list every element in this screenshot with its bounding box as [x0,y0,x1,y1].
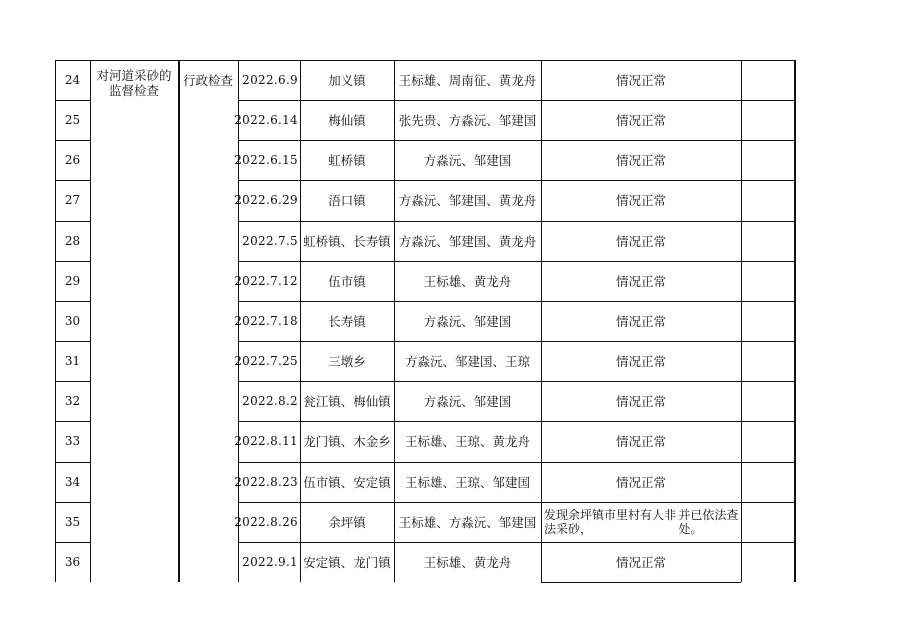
date-cell [234,100,300,140]
date-cell [234,421,300,461]
result-text: 情况正常 [615,273,666,289]
row-number-text: 28 [64,233,81,248]
date-text: 2022.9.1 [242,554,298,569]
result-text: 情况正常 [615,313,666,329]
location-text: 加义镇 [328,72,366,88]
date-text: 2022.7.25 [234,353,298,368]
row-number-text: 34 [64,474,81,489]
location-cell [300,502,394,542]
row-number-cell [55,421,90,461]
inspectors-cell [394,502,541,542]
row-number-cell [55,140,90,180]
remarks-cell [741,60,794,100]
category-line-2: 监督检查 [108,83,159,98]
remarks-cell [741,180,794,220]
location-cell [300,60,394,100]
inspectors-cell [394,180,541,220]
remarks-cell [741,301,794,341]
date-cell [238,60,300,100]
date-cell [234,140,300,180]
result-text: 情况正常 [615,233,666,249]
result-cell [541,542,741,582]
location-cell [300,221,394,261]
remarks-cell [741,341,794,381]
date-text: 2022.8.26 [234,514,298,529]
method-cell [178,60,238,580]
location-cell [300,301,394,341]
date-text: 2022.7.5 [242,233,298,248]
remarks-cell [741,421,794,461]
result-text: 情况正常 [615,192,666,208]
row-number-text: 32 [64,393,81,408]
row-number-cell [55,180,90,220]
row-number-text: 26 [64,152,81,167]
location-cell [300,100,394,140]
row-number-text: 35 [64,514,81,529]
location-cell [300,140,394,180]
inspectors-cell [394,341,541,381]
row-number-text: 33 [64,433,81,448]
result-text: 情况正常 [615,433,666,449]
column-border [794,60,796,582]
result-text: 情况正常 [615,554,666,570]
result-cell [541,100,741,140]
method-label: 行政检查 [182,73,233,88]
date-text: 2022.6.9 [242,72,298,87]
date-cell [234,502,300,542]
inspectors-cell [394,261,541,301]
remarks-cell [741,502,794,542]
inspectors-text: 王标雄、方淼沅、邹建国 [398,514,537,530]
row-number-cell [55,60,90,100]
location-text: 龙门镇、木金乡 [303,433,391,449]
remarks-cell [741,100,794,140]
inspectors-cell [394,462,541,502]
location-text: 瓮江镇、梅仙镇 [303,393,391,409]
result-cell [541,221,741,261]
result-text: 情况正常 [615,353,666,369]
inspectors-text: 王标雄、黄龙舟 [423,273,512,289]
row-number-text: 24 [64,72,81,87]
result-cell [541,462,741,502]
location-text: 虹桥镇、长寿镇 [303,233,391,249]
result-cell [541,421,741,461]
remarks-cell [741,221,794,261]
result-cell [541,341,741,381]
location-text: 安定镇、龙门镇 [303,554,391,570]
remarks-cell [741,542,794,582]
location-text: 伍市镇 [328,273,366,289]
inspectors-text: 王标雄、黄龙舟 [423,554,512,570]
category-cell [90,60,178,580]
location-cell [300,381,394,421]
row-number-cell [55,301,90,341]
date-text: 2022.8.2 [242,393,298,408]
result-line: 并已依法查处。 [678,508,739,536]
result-cell [541,261,741,301]
row-number-text: 29 [64,273,81,288]
inspectors-text: 方淼沅、邹建国 [423,393,512,409]
location-cell [300,341,394,381]
inspectors-cell [394,221,541,261]
row-number-cell [55,221,90,261]
date-cell [234,341,300,381]
inspectors-text: 张先贵、方淼沅、邹建国 [398,112,537,128]
row-number-cell [55,261,90,301]
row-number-text: 25 [64,112,81,127]
result-cell [541,180,741,220]
row-number-cell [55,381,90,421]
location-text: 三墩乡 [328,353,366,369]
inspectors-cell [394,421,541,461]
inspectors-cell [394,140,541,180]
row-number-cell [55,100,90,140]
result-bottom-border [541,582,741,583]
date-text: 2022.6.29 [234,192,298,207]
result-text: 情况正常 [615,72,666,88]
date-text: 2022.7.18 [234,313,298,328]
result-text: 情况正常 [615,112,666,128]
inspectors-cell [394,100,541,140]
date-text: 2022.8.11 [234,433,298,448]
result-cell [541,60,741,100]
row-number-text: 30 [64,313,81,328]
row-number-text: 36 [64,554,81,569]
date-cell [238,542,300,582]
row-number-cell [55,502,90,542]
result-line: 发现余坪镇市里村有人非法采砂， [544,508,677,536]
location-cell [300,421,394,461]
location-cell [300,462,394,502]
location-cell [300,542,394,582]
date-cell [234,261,300,301]
row-number-cell [55,542,90,582]
location-text: 余坪镇 [328,514,366,530]
date-cell [234,462,300,502]
result-cell [541,502,741,542]
date-cell [238,381,300,421]
result-text: 情况正常 [615,393,666,409]
location-cell [300,261,394,301]
location-text: 长寿镇 [328,313,366,329]
location-text: 浯口镇 [328,192,366,208]
inspectors-text: 方淼沅、邹建国、黄龙舟 [398,233,537,249]
location-text: 伍市镇、安定镇 [303,474,391,490]
inspectors-text: 方淼沅、邹建国 [423,313,512,329]
remarks-cell [741,381,794,421]
location-text: 梅仙镇 [328,112,366,128]
date-text: 2022.6.15 [234,152,298,167]
result-text: 情况正常 [615,474,666,490]
inspectors-text: 王标雄、周南征、黄龙舟 [398,72,537,88]
inspectors-cell [394,542,541,582]
inspectors-text: 方淼沅、邹建国、黄龙舟 [398,192,537,208]
result-cell [541,381,741,421]
remarks-cell [741,261,794,301]
remarks-cell [741,462,794,502]
result-cell [541,140,741,180]
date-cell [234,180,300,220]
row-number-cell [55,341,90,381]
date-text: 2022.8.23 [234,474,298,489]
result-cell [541,301,741,341]
inspectors-text: 方淼沅、邹建国 [423,152,512,168]
inspectors-text: 王标雄、王琼、邹建国 [404,474,530,490]
inspectors-cell [394,301,541,341]
row-number-text: 31 [64,353,81,368]
result-text: 情况正常 [615,152,666,168]
inspectors-cell [394,60,541,100]
category-line-1: 对河道采砂的 [96,68,172,83]
remarks-cell [741,140,794,180]
date-cell [238,221,300,261]
row-number-text: 27 [64,192,81,207]
inspectors-cell [394,381,541,421]
location-text: 虹桥镇 [328,152,366,168]
date-text: 2022.6.14 [234,112,298,127]
row-number-cell [55,462,90,502]
inspectors-text: 方淼沅、邹建国、王琼 [404,353,530,369]
inspectors-text: 王标雄、王琼、黄龙舟 [404,433,530,449]
date-cell [234,301,300,341]
location-cell [300,180,394,220]
date-text: 2022.7.12 [234,273,298,288]
